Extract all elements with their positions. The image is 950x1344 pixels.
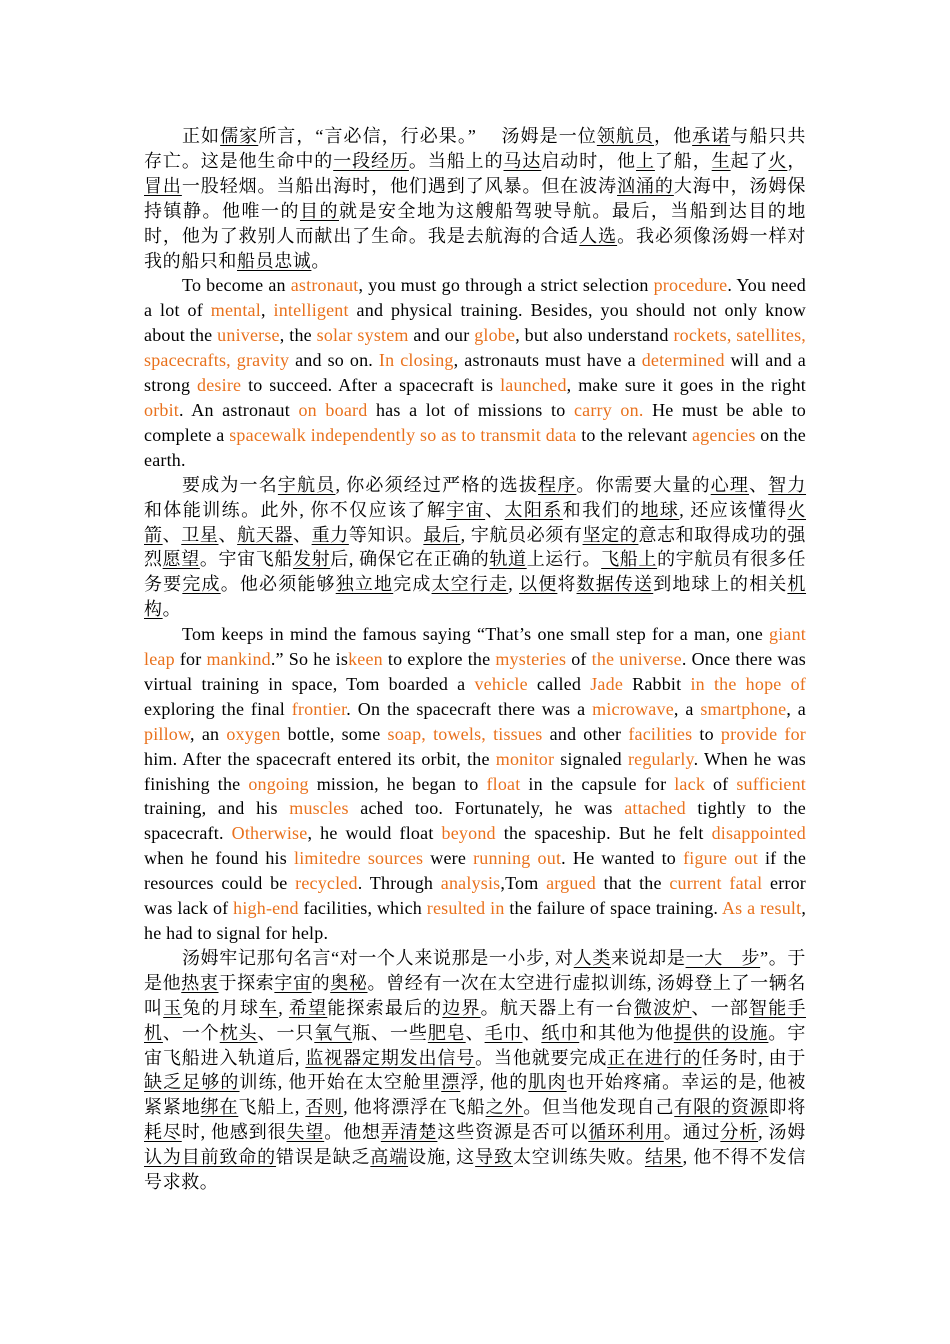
vocab-term-underlined: 绑在	[200, 1097, 239, 1118]
text-run: 、	[162, 524, 182, 545]
vocab-term-underlined: 火箭	[144, 499, 807, 545]
text-run: 瓶、一些	[352, 1022, 428, 1043]
text-run: . Once there was virtual training in space, Tom boarded a	[144, 649, 806, 694]
vocab-term-underlined: 最后	[423, 524, 461, 545]
text-run: 、	[522, 1022, 542, 1043]
vocab-term-underlined: 之外	[485, 1097, 524, 1118]
text-run: 、	[485, 499, 505, 520]
text-run: and our	[408, 325, 475, 346]
text-run: , 汤姆	[758, 1122, 807, 1143]
vocab-term-underlined: 轨道	[489, 549, 527, 570]
text-run: to succeed. After a spacecraft is	[241, 375, 501, 396]
text-run: bottle, some	[280, 723, 388, 744]
text-run: .” So he is	[270, 649, 349, 670]
text-run: 就是安全地为这艘船驾驶导航。最后，当船到达目的地时，他为了救别人而献出了生命。我是去航海的合适	[144, 200, 806, 246]
vocab-term-highlighted: regularly	[627, 748, 694, 769]
vocab-term-highlighted: argued	[546, 873, 596, 894]
vocab-term-underlined: 完成	[182, 574, 221, 595]
text-run: 大海中，汤姆保持镇静。他唯一的	[144, 175, 806, 221]
vocab-term-underlined: 缺乏足够的	[144, 1072, 240, 1093]
paragraph-3-chinese	[144, 473, 806, 622]
text-run: , you must go through a strict selection	[358, 275, 654, 296]
text-run: . Through	[357, 873, 441, 894]
text-run: 。宇宙飞船进入轨道后,	[144, 1022, 806, 1068]
text-run: , make sure it goes in the right	[566, 375, 806, 396]
vocab-term-underlined: 认为目前致命的	[144, 1147, 277, 1168]
text-run: tightly to the spacecraft.	[144, 798, 806, 844]
vocab-term-underlined: 微波炉	[634, 997, 692, 1018]
text-run: 启动时，他	[541, 150, 636, 171]
vocab-term-underlined: 毛巾	[484, 1022, 523, 1043]
text-run: , astronauts must have a	[453, 350, 642, 371]
vocab-term-underlined: 卫星	[181, 524, 219, 545]
vocab-term-highlighted: muscles	[289, 798, 349, 819]
text-run: 于探索	[218, 972, 275, 993]
text-run: 起了	[730, 150, 769, 171]
vocab-term-underlined: 冒出	[144, 175, 182, 196]
vocab-term-highlighted: universe	[217, 325, 280, 346]
text-run: facilities, which	[298, 898, 427, 919]
text-run: ached too. Fortunately, he was	[348, 798, 625, 819]
vocab-term-underlined: 马达	[503, 150, 542, 171]
vocab-term-highlighted: on board	[298, 399, 368, 420]
vocab-term-underlined: 火	[768, 150, 788, 171]
text-run: ,	[278, 997, 289, 1018]
vocab-term-highlighted: oxygen	[226, 723, 281, 744]
vocab-term-highlighted: sufficient	[736, 773, 806, 794]
vocab-term-underlined: 船员忠诚	[237, 250, 312, 271]
text-run: if the resources could be	[144, 848, 807, 894]
vocab-term-underlined: 以便	[519, 574, 558, 595]
text-run: 兔的月球	[182, 997, 260, 1018]
vocab-term-underlined: 漂	[441, 1072, 461, 1093]
text-run: 。他必须能够	[220, 574, 336, 595]
vocab-term-highlighted: agencies	[691, 424, 756, 445]
text-run: 也开始疼痛。幸运的是, 他被紧紧地	[144, 1072, 807, 1118]
vocab-term-underlined: 肌肉	[528, 1072, 567, 1093]
text-run: 。他想	[324, 1122, 381, 1143]
text-run: , the	[279, 325, 317, 346]
vocab-term-underlined: 生	[711, 150, 731, 171]
vocab-term-highlighted: lack	[674, 773, 706, 794]
text-run: 了船，	[654, 150, 712, 171]
text-run: the spaceship. But he felt	[495, 823, 712, 844]
paragraph-1-chinese	[144, 124, 806, 273]
text-run: , an	[190, 723, 227, 744]
text-run: 任务时, 由于	[701, 1047, 807, 1068]
vocab-term-highlighted: As a result	[721, 898, 802, 919]
vocab-term-underlined: 航天器	[237, 524, 293, 545]
vocab-term-highlighted: carry on.	[573, 399, 644, 420]
text-run: 即将	[768, 1097, 807, 1118]
vocab-term-highlighted: spacewalk independently so as to transmit data	[229, 424, 577, 445]
text-run: 。航天器上有一台	[480, 997, 635, 1018]
text-run: 。当他就要完成	[475, 1047, 608, 1068]
vocab-term-underlined: 目的	[299, 200, 339, 221]
vocab-term-highlighted: mysteries	[495, 649, 567, 670]
vocab-term-underlined: 氧气	[314, 1022, 353, 1043]
vocab-term-highlighted: running out	[473, 848, 562, 869]
text-run: him. After the spacecraft entered its orbit, the	[144, 748, 496, 769]
vocab-term-highlighted: monitor	[495, 748, 555, 769]
text-run: will and a strong	[144, 350, 806, 396]
vocab-term-highlighted: beyond	[441, 823, 496, 844]
vocab-term-highlighted: current fatal	[669, 873, 763, 894]
vocab-term-underlined: 独立地	[335, 574, 394, 595]
text-run: and other	[542, 723, 629, 744]
text-run: 。但当他发现自己	[523, 1097, 675, 1118]
vocab-term-highlighted: high-end	[233, 898, 299, 919]
vocab-term-underlined: 肥皂	[427, 1022, 466, 1043]
vocab-term-highlighted: orbit	[144, 399, 179, 420]
text-run: 的	[311, 972, 331, 993]
vocab-term-underlined: 车	[259, 997, 279, 1018]
text-run: 、	[218, 524, 238, 545]
text-run: ,	[260, 300, 274, 321]
text-run: 的宇航员有很多任务要	[144, 549, 807, 595]
text-run: 、	[749, 474, 769, 495]
vocab-term-underlined: 地球	[640, 499, 680, 520]
vocab-term-underlined: 一大 步	[685, 947, 761, 968]
text-run: 、	[293, 524, 312, 545]
text-run: ”。于是他	[144, 947, 807, 993]
vocab-term-highlighted: vehicle	[474, 673, 528, 694]
vocab-term-underlined: 正在进行的	[607, 1047, 702, 1068]
text-run: to	[692, 723, 721, 744]
vocab-term-underlined: 有限的资源	[674, 1097, 769, 1118]
text-run: 。	[162, 599, 182, 620]
text-run: that the	[595, 873, 670, 894]
text-run: 将	[557, 574, 577, 595]
vocab-term-underlined: 承诺	[692, 126, 731, 146]
text-run: 意志和取得成功的强烈	[144, 524, 806, 570]
text-run: ,	[508, 574, 520, 595]
text-run: To become an	[182, 275, 291, 296]
text-run: 所言，“言必信，行必果。” 汤姆是一位	[258, 126, 597, 146]
text-run: 、一部	[691, 997, 750, 1018]
text-run: 和体能训练。此外, 你不仅应该了解	[144, 499, 447, 520]
text-run: of	[566, 649, 592, 670]
text-run: 时, 他感到很	[181, 1122, 287, 1143]
vocab-term-highlighted: float	[486, 773, 521, 794]
vocab-term-highlighted: desire	[197, 375, 242, 396]
text-run: . When he was finishing the	[144, 748, 806, 794]
vocab-term-underlined: 智力	[768, 474, 807, 495]
text-run: 。通过	[663, 1122, 721, 1143]
text-run: 一股轻烟。当船出海时，他们遇到了风暴。但在波涛	[181, 175, 618, 196]
text-run: 设施, 这	[408, 1147, 476, 1168]
vocab-term-underlined: 太阳系	[504, 499, 563, 520]
vocab-term-underlined: 心理	[710, 474, 750, 495]
vocab-term-highlighted: resulted in	[426, 898, 505, 919]
text-run: on the earth.	[144, 424, 806, 470]
text-run: 上运行。	[526, 549, 602, 570]
text-run: in the capsule for	[520, 773, 675, 794]
text-run: and so on.	[289, 350, 379, 371]
text-run: 。当船上的	[408, 150, 504, 171]
vocab-term-underlined: 结果	[644, 1147, 683, 1168]
vocab-term-underlined: 数据传送	[576, 574, 654, 595]
vocab-term-underlined: 边界	[442, 997, 481, 1018]
text-run: 错误是缺乏	[276, 1147, 371, 1168]
text-run: 要成为一名	[182, 474, 278, 495]
text-run: 。你需要大量的	[576, 474, 711, 495]
vocab-term-underlined: 儒家	[220, 126, 259, 146]
text-run: the failure of space training.	[504, 898, 722, 919]
text-run: 和其他为他	[579, 1022, 674, 1043]
vocab-term-underlined: 上	[635, 150, 655, 171]
text-run: , 他将漂浮在飞船	[343, 1097, 486, 1118]
vocab-term-underlined: 失望	[286, 1122, 325, 1143]
vocab-term-highlighted: attached	[624, 798, 686, 819]
text-run: 后, 确保它在正确的	[330, 549, 490, 570]
text-run: 、一只	[257, 1022, 315, 1043]
text-run: ,Tom	[500, 873, 547, 894]
text-run: to the relevant	[576, 424, 692, 445]
text-run: 与船只共存亡。这是他生命中的	[144, 126, 807, 171]
vocab-term-highlighted: astronaut	[290, 275, 359, 296]
vocab-term-highlighted: mental	[210, 300, 261, 321]
vocab-term-underlined: 分析	[720, 1122, 759, 1143]
vocab-term-highlighted: figure out	[683, 848, 758, 869]
vocab-term-underlined: 宇航员	[277, 474, 336, 495]
text-run: when he found his	[144, 848, 294, 869]
text-run: ，他	[654, 126, 693, 146]
vocab-term-highlighted: recycled	[295, 873, 358, 894]
text-run: 训练, 他开始在太空舱里	[239, 1072, 442, 1093]
text-run: Rabbit	[623, 673, 691, 694]
vocab-term-highlighted: facilities	[628, 723, 693, 744]
text-run: signaled	[554, 748, 628, 769]
vocab-term-highlighted: mankind	[206, 649, 271, 670]
vocab-term-highlighted: microwave	[592, 698, 674, 719]
vocab-term-highlighted: the universe	[591, 649, 682, 670]
vocab-term-underlined: 重力	[311, 524, 349, 545]
vocab-term-underlined: 提供的设施	[673, 1022, 769, 1043]
text-run: , he had to signal for help.	[144, 898, 807, 943]
vocab-term-highlighted: procedure	[653, 275, 728, 296]
vocab-term-underlined: 太空行走	[431, 574, 509, 595]
vocab-term-underlined: 人选	[579, 225, 618, 246]
text-run: has a lot of missions to	[367, 399, 574, 420]
text-run: 。	[311, 250, 331, 271]
vocab-term-highlighted: Jade	[590, 673, 624, 694]
text-run: 、一个	[162, 1022, 220, 1043]
vocab-term-underlined: 程序	[538, 474, 577, 495]
text-run: 和我们的	[562, 499, 641, 520]
vocab-term-highlighted: intelligent	[273, 300, 349, 321]
vocab-term-highlighted: solar system	[316, 325, 409, 346]
text-run: , he would float	[307, 823, 442, 844]
text-run: , 你必须经过严格的选拔	[335, 474, 539, 495]
vocab-term-underlined: 坚定的	[582, 524, 639, 545]
vocab-term-highlighted: giant leap	[144, 624, 806, 670]
vocab-term-highlighted: in the hope of	[690, 673, 806, 694]
text-run: 。我必须像汤姆一样对我的船只和	[144, 225, 807, 271]
text-run: . You need a lot of	[144, 275, 806, 321]
vocab-term-underlined: 玉	[163, 997, 183, 1018]
vocab-term-highlighted: rockets, satellites, spacecrafts, gravity	[144, 325, 806, 371]
text-run: 。宇宙飞船	[199, 549, 293, 570]
text-run: 浮, 他的	[460, 1072, 529, 1093]
text-run: 太空训练失败。	[512, 1147, 645, 1168]
text-run: 能探索最后的	[327, 997, 443, 1018]
vocab-term-highlighted: disappointed	[711, 823, 806, 844]
vocab-term-highlighted: determined	[641, 350, 725, 371]
vocab-term-underlined: 飞船上	[601, 549, 658, 570]
vocab-term-highlighted: keen	[348, 649, 383, 670]
text-run: . He wanted to	[561, 848, 684, 869]
vocab-term-underlined: 导致	[475, 1147, 513, 1168]
text-run: . On the spacecraft there was a	[346, 698, 593, 719]
text-run: , a	[786, 698, 806, 719]
vocab-term-underlined: 循环利用	[588, 1122, 664, 1143]
vocab-term-underlined: 奥秘	[330, 972, 368, 993]
vocab-term-highlighted: Otherwise	[231, 823, 308, 844]
vocab-term-highlighted: In closing	[378, 350, 454, 371]
text-run: 到地球上的相关	[653, 574, 788, 595]
text-run: error was lack of	[144, 873, 806, 919]
text-run: mission, he began to	[308, 773, 487, 794]
text-run: , but also understand	[515, 325, 674, 346]
vocab-term-underlined: 宇宙	[274, 972, 312, 993]
vocab-term-underlined: 人类	[573, 947, 611, 968]
vocab-term-underlined: 汹涌的	[617, 175, 674, 196]
vocab-term-underlined: 发射	[292, 549, 331, 570]
vocab-term-highlighted: smartphone	[700, 698, 787, 719]
vocab-term-underlined: 弄清楚	[380, 1122, 438, 1143]
vocab-term-underlined: 高端	[370, 1147, 409, 1168]
vocab-term-highlighted: soap, towels, tissues	[387, 723, 543, 744]
text-run: called	[527, 673, 591, 694]
vocab-term-underlined: 宇宙	[446, 499, 486, 520]
text-run: were	[423, 848, 474, 869]
text-run: . An astronaut	[179, 399, 299, 420]
text-run: 等知识。	[348, 524, 424, 545]
vocab-term-highlighted: frontier	[291, 698, 347, 719]
vocab-term-underlined: 智能手机	[144, 997, 806, 1043]
vocab-term-underlined: 否则	[305, 1097, 344, 1118]
text-run: training, and his	[144, 798, 290, 819]
vocab-term-highlighted: ongoing	[248, 773, 309, 794]
paragraph-2-english	[144, 273, 806, 472]
vocab-term-underlined: 希望	[288, 997, 328, 1018]
vocab-term-highlighted: pillow	[144, 723, 191, 744]
vocab-term-highlighted: analysis	[440, 873, 501, 894]
vocab-term-underlined: 热衷	[181, 972, 219, 993]
text-run: , 宇航员必须有	[460, 524, 583, 545]
text-run: Tom keeps in mind the famous saying “That’s one small step for a man, one	[182, 624, 769, 645]
paragraph-4-english	[144, 622, 806, 946]
text-run: He must be able to complete a	[144, 399, 806, 445]
text-run: to explore the	[382, 649, 496, 670]
text-run: and physical training. Besides, you should not only know about the	[144, 300, 806, 346]
text-run: ，	[787, 150, 806, 171]
text-run: 、	[465, 1022, 485, 1043]
text-run: 飞船上,	[238, 1097, 306, 1118]
text-run: , 他不得不发信号求救。	[144, 1147, 807, 1193]
text-run: 正如	[182, 126, 221, 146]
vocab-term-underlined: 一段经历	[333, 150, 409, 171]
text-run: 完成	[393, 574, 432, 595]
text-run: for	[174, 649, 207, 670]
text-run: , a	[673, 698, 701, 719]
vocab-term-underlined: 机构	[144, 574, 807, 620]
vocab-term-highlighted: provide for	[720, 723, 806, 744]
vocab-term-underlined: 耗尽	[144, 1122, 182, 1143]
vocab-term-highlighted: launched	[500, 375, 567, 396]
text-run: of	[705, 773, 737, 794]
vocab-term-underlined: 领航员	[596, 126, 655, 146]
text-run: 这些资源是否可以	[437, 1122, 589, 1143]
vocab-term-underlined: 纸巾	[541, 1022, 580, 1043]
paragraph-5-chinese	[144, 946, 806, 1195]
text-run: , 还应该懂得	[679, 499, 788, 520]
text-run: 来说却是	[610, 947, 686, 968]
vocab-term-underlined: 愿望	[162, 549, 200, 570]
text-run: exploring the final	[144, 698, 292, 719]
vocab-term-underlined: 监视器定期发出信号	[305, 1047, 476, 1068]
text-run: 汤姆牢记那句名言“对一个人来说那是一小步, 对	[182, 947, 574, 968]
vocab-term-underlined: 枕头	[219, 1022, 258, 1043]
vocab-term-highlighted: globe	[474, 325, 516, 346]
text-run: 。曾经有一次在太空进行虚拟训练, 汤姆登上了一辆名叫	[144, 972, 807, 1018]
vocab-term-highlighted: limitedre sources	[294, 848, 424, 869]
